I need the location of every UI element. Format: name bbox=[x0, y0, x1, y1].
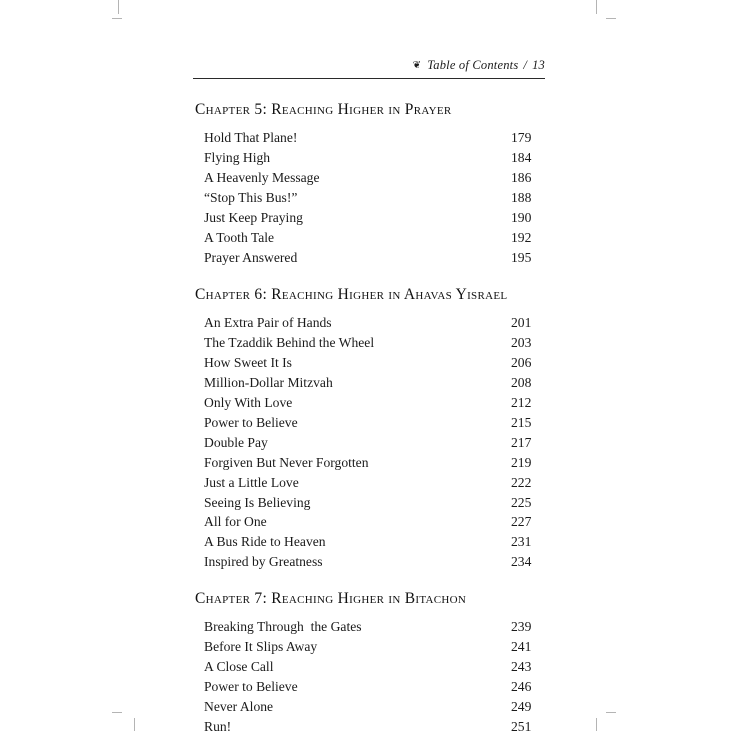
toc-entry-page-number: 251 bbox=[511, 719, 532, 735]
toc-entry[interactable] bbox=[193, 313, 545, 333]
toc-entry[interactable] bbox=[193, 248, 545, 268]
toc-entry[interactable] bbox=[193, 373, 545, 393]
toc-entry-list bbox=[193, 617, 545, 737]
chapter-title: Chapter 5: Reaching Higher in Prayer bbox=[195, 101, 452, 118]
toc-entry[interactable] bbox=[193, 353, 545, 373]
running-head bbox=[193, 58, 545, 78]
toc-entry-title: Flying High bbox=[204, 149, 271, 165]
toc-entry-title: Power to Believe bbox=[204, 414, 298, 430]
toc-entry-list bbox=[193, 313, 545, 573]
toc-entry-title: All for One bbox=[204, 514, 267, 530]
toc-entry[interactable] bbox=[193, 552, 545, 572]
toc-entry-page-number: 208 bbox=[511, 374, 532, 390]
toc-entry-page-number: 243 bbox=[511, 659, 532, 675]
toc-entry[interactable] bbox=[193, 413, 545, 433]
toc-entry-title: An Extra Pair of Hands bbox=[204, 314, 332, 330]
toc-entry-page-number: 246 bbox=[511, 679, 532, 695]
toc-entry-page-number: 239 bbox=[511, 619, 532, 635]
toc-entry[interactable] bbox=[193, 208, 545, 228]
toc-entry-page-number: 227 bbox=[511, 514, 532, 530]
toc-entry-page-number: 179 bbox=[511, 130, 532, 145]
toc-entry-title: Seeing Is Believing bbox=[204, 494, 311, 510]
toc-entry[interactable] bbox=[193, 637, 545, 657]
toc-entry-title: Double Pay bbox=[204, 434, 268, 450]
header-rule bbox=[193, 78, 545, 79]
toc-sections bbox=[193, 101, 545, 737]
toc-entry[interactable] bbox=[193, 148, 545, 168]
crop-mark-top-right bbox=[596, 0, 597, 14]
toc-entry-title: Million-Dollar Mitzvah bbox=[204, 374, 333, 390]
toc-entry[interactable] bbox=[193, 228, 545, 248]
toc-entry[interactable] bbox=[193, 168, 545, 188]
toc-entry[interactable] bbox=[193, 677, 545, 697]
toc-entry-page-number: 201 bbox=[511, 314, 532, 330]
crop-mark-bottom-right-h bbox=[606, 712, 616, 713]
toc-entry-title: The Tzaddik Behind the Wheel bbox=[204, 334, 375, 350]
toc-entry-page-number: 231 bbox=[511, 534, 532, 550]
toc-entry[interactable] bbox=[193, 617, 545, 637]
toc-entry-title: “Stop This Bus!” bbox=[204, 189, 298, 205]
toc-entry-title: Never Alone bbox=[204, 699, 274, 715]
toc-entry-page-number: 234 bbox=[511, 554, 532, 570]
toc-entry-page-number: 203 bbox=[511, 334, 532, 350]
toc-entry-title: Before It Slips Away bbox=[204, 639, 318, 655]
crop-mark-bottom-left-h bbox=[112, 712, 122, 713]
toc-entry-title: Just Keep Praying bbox=[204, 209, 303, 225]
toc-entry-page-number: 195 bbox=[511, 249, 532, 265]
toc-entry[interactable] bbox=[193, 453, 545, 473]
running-head-page-number: 13 bbox=[532, 58, 545, 72]
running-head-separator: / bbox=[523, 58, 528, 72]
toc-entry[interactable] bbox=[193, 532, 545, 552]
toc-entry-title: How Sweet It Is bbox=[204, 354, 292, 370]
toc-entry-title: A Bus Ride to Heaven bbox=[204, 534, 326, 550]
toc-entry[interactable] bbox=[193, 433, 545, 453]
chapter-block bbox=[193, 286, 545, 573]
toc-entry[interactable] bbox=[193, 717, 545, 737]
toc-entry-list bbox=[193, 128, 545, 268]
toc-entry-title: A Close Call bbox=[204, 659, 274, 675]
toc-content bbox=[193, 58, 545, 755]
toc-entry-title: Run! bbox=[204, 719, 232, 735]
toc-entry-title: Just a Little Love bbox=[204, 474, 299, 490]
toc-entry-title: Only With Love bbox=[204, 394, 293, 410]
toc-entry-page-number: 241 bbox=[511, 639, 532, 655]
toc-entry-page-number: 184 bbox=[511, 149, 532, 165]
toc-entry-title: Forgiven But Never Forgotten bbox=[204, 454, 369, 470]
toc-entry-page-number: 219 bbox=[511, 454, 532, 470]
toc-entry-page-number: 188 bbox=[511, 189, 532, 205]
toc-entry-page-number: 222 bbox=[511, 474, 532, 490]
toc-entry-page-number: 249 bbox=[511, 699, 532, 715]
toc-entry[interactable] bbox=[193, 473, 545, 493]
toc-entry-title: A Heavenly Message bbox=[204, 169, 320, 185]
toc-entry-page-number: 192 bbox=[511, 229, 532, 245]
toc-entry-title: A Tooth Tale bbox=[204, 229, 275, 245]
crop-mark-top-left bbox=[118, 0, 119, 14]
toc-entry-page-number: 217 bbox=[511, 434, 532, 450]
crop-mark-bottom-right bbox=[596, 718, 597, 731]
chapter-title: Chapter 6: Reaching Higher in Ahavas Yisrael bbox=[195, 285, 508, 303]
toc-entry-page-number: 215 bbox=[511, 414, 532, 430]
toc-entry-page-number: 212 bbox=[511, 394, 532, 410]
toc-entry-page-number: 225 bbox=[511, 494, 532, 510]
toc-entry[interactable] bbox=[193, 657, 545, 677]
toc-entry-page-number: 190 bbox=[511, 209, 532, 225]
toc-entry-title: Hold That Plane! bbox=[204, 130, 298, 145]
crop-mark-top-left-h bbox=[112, 18, 122, 19]
fleuron-ornament-icon: ❦ bbox=[412, 60, 422, 71]
toc-entry-title: Inspired by Greatness bbox=[204, 554, 323, 570]
chapter-block bbox=[193, 101, 545, 268]
crop-mark-bottom-left bbox=[134, 718, 135, 731]
toc-entry[interactable] bbox=[193, 697, 545, 717]
toc-entry-page-number: 186 bbox=[511, 169, 532, 185]
toc-entry[interactable] bbox=[193, 512, 545, 532]
chapter-block bbox=[193, 590, 545, 737]
crop-mark-top-right-h bbox=[606, 18, 616, 19]
toc-entry[interactable] bbox=[193, 493, 545, 513]
toc-entry-page-number: 206 bbox=[511, 354, 532, 370]
toc-entry-title: Breaking Through the Gates bbox=[204, 619, 362, 635]
toc-entry-title: Power to Believe bbox=[204, 679, 298, 695]
toc-entry[interactable] bbox=[193, 128, 545, 148]
toc-entry[interactable] bbox=[193, 188, 545, 208]
toc-entry-title: Prayer Answered bbox=[204, 249, 298, 265]
toc-entry[interactable] bbox=[193, 393, 545, 413]
running-head-label: Table of Contents bbox=[427, 58, 519, 72]
chapter-title: Chapter 7: Reaching Higher in Bitachon bbox=[195, 590, 467, 608]
toc-entry[interactable] bbox=[193, 333, 545, 353]
